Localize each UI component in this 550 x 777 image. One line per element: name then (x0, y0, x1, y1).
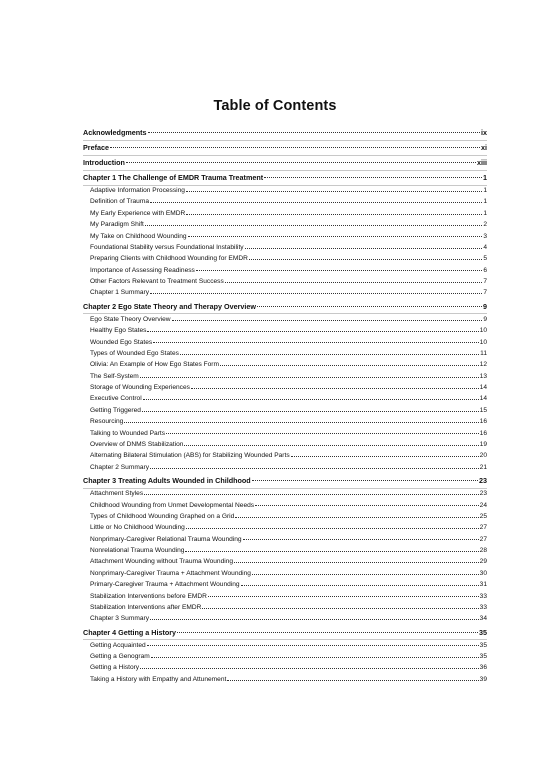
dot-leader (124, 422, 478, 423)
toc-page-number: 35 (479, 641, 487, 649)
toc-section-entry[interactable] (83, 208, 487, 219)
toc-page-number: 3 (483, 232, 487, 240)
toc-section-entry[interactable] (83, 462, 487, 473)
dot-leader (264, 177, 482, 178)
dot-leader (291, 456, 479, 457)
dot-leader (252, 480, 478, 481)
toc-page-number: 25 (479, 512, 487, 520)
toc-chapter-entry[interactable] (83, 625, 487, 640)
toc-entry-label: Nonprimary-Caregiver Relational Trauma Wounding (90, 535, 242, 543)
toc-page-number: 29 (479, 558, 487, 566)
toc-entry-label: Overview of DNMS Stabilization (90, 441, 184, 449)
toc-section-entry[interactable] (83, 360, 487, 371)
dot-leader (255, 505, 479, 506)
dot-leader (180, 354, 479, 355)
toc-page-number: 33 (479, 592, 487, 600)
page-title: Table of Contents (213, 98, 337, 114)
toc-entry-label: My Take on Childhood Wounding (90, 232, 187, 240)
dot-leader (208, 596, 479, 597)
toc-section-entry[interactable] (83, 326, 487, 337)
dot-leader (196, 270, 483, 271)
toc-page-number: 1 (483, 209, 487, 217)
dot-leader (243, 539, 479, 540)
dot-leader (225, 282, 483, 283)
toc-section-entry[interactable] (83, 663, 487, 674)
dot-leader (143, 399, 479, 400)
toc-entry-label: My Early Experience with EMDR (90, 209, 186, 217)
toc-page-number: 6 (483, 266, 487, 274)
toc-entry-label: Introduction (83, 158, 125, 168)
toc-entry-label: Other Factors Relevant to Treatment Success (90, 278, 224, 286)
dot-leader (188, 236, 483, 237)
dot-leader (252, 574, 479, 575)
dot-leader (140, 377, 479, 378)
toc-page-number: 5 (483, 255, 487, 263)
toc-entry-label: Preface (83, 143, 109, 153)
toc-page-number: 16 (479, 429, 487, 437)
toc-page-number: ix (481, 128, 487, 138)
toc-section-entry[interactable] (83, 231, 487, 242)
toc-page-number: 33 (479, 604, 487, 612)
toc-page-number: 35 (479, 627, 487, 637)
toc-page-number: 1 (483, 173, 487, 183)
dot-leader (234, 562, 479, 563)
toc-entry-label: Executive Control (90, 395, 142, 403)
toc-entry-label: My Paradigm Shift (90, 221, 144, 229)
toc-section-entry[interactable] (83, 534, 487, 545)
toc-page-number: 35 (479, 653, 487, 661)
dot-leader (257, 306, 482, 307)
toc-section-entry[interactable] (83, 674, 487, 685)
toc-page-number: 31 (479, 581, 487, 589)
toc-chapter-entry[interactable] (83, 474, 487, 489)
toc-page-number: 1 (483, 186, 487, 194)
toc-front-matter-entry[interactable] (83, 126, 487, 141)
toc-section-entry[interactable] (83, 512, 487, 523)
dot-leader (126, 162, 476, 163)
toc-chapter-entry[interactable] (83, 171, 487, 186)
toc-page-number: 15 (479, 406, 487, 414)
toc-entry-label: Little or No Childhood Wounding (90, 524, 185, 532)
toc-entry-label: Adaptive Information Processing (90, 186, 185, 194)
toc-page-number: 10 (479, 338, 487, 346)
dot-leader (145, 225, 482, 226)
toc-page-number: 27 (479, 524, 487, 532)
toc-entry-label: Storage of Wounding Experiences (90, 384, 190, 392)
dot-leader (150, 293, 482, 294)
toc-entry-label: Olivia: An Example of How Ego States Form (90, 361, 219, 369)
toc-entry-label: Resourcing (90, 418, 124, 426)
toc-entry-label: Talking to Wounded Parts (90, 429, 166, 437)
dot-leader (150, 468, 479, 469)
dot-leader (142, 411, 479, 412)
toc-page-number: 30 (479, 569, 487, 577)
toc-section-entry[interactable] (83, 523, 487, 534)
toc-entry-label: Alternating Bilateral Stimulation (ABS) for Stabilizing Wounded Parts (90, 452, 290, 460)
dot-leader (184, 445, 478, 446)
toc-section-entry[interactable] (83, 394, 487, 405)
toc-entry-label: Attachment Styles (90, 490, 144, 498)
toc-page-number: 12 (479, 361, 487, 369)
toc-page-number: 10 (479, 327, 487, 335)
dot-leader (249, 259, 482, 260)
toc-page-number: 36 (479, 664, 487, 672)
toc-entry-label: Primary-Caregiver Trauma + Attachment Wounding (90, 581, 240, 589)
toc-section-entry[interactable] (83, 591, 487, 602)
toc-section-entry[interactable] (83, 383, 487, 394)
toc-section-entry[interactable] (83, 614, 487, 625)
toc-page-number: 24 (479, 501, 487, 509)
toc-entry-label: Chapter 1 The Challenge of EMDR Trauma Treatment (83, 173, 264, 183)
toc-section-entry[interactable] (83, 440, 487, 451)
dot-leader (202, 608, 478, 609)
dot-leader (227, 680, 478, 681)
toc-page-number: 20 (479, 452, 487, 460)
toc-entry-label: Nonprimary-Caregiver Trauma + Attachment Wounding (90, 569, 251, 577)
toc-section-entry[interactable] (83, 640, 487, 651)
toc-entry-label: Getting a Genogram (90, 653, 150, 661)
toc-entry-label: Foundational Stability versus Foundational Instability (90, 243, 244, 251)
dot-leader (166, 433, 479, 434)
dot-leader (185, 551, 478, 552)
table-of-contents (83, 126, 487, 686)
toc-section-entry[interactable] (83, 265, 487, 276)
toc-section-entry[interactable] (83, 186, 487, 197)
toc-section-entry[interactable] (83, 349, 487, 360)
toc-page-number: 14 (479, 395, 487, 403)
toc-section-entry[interactable] (83, 220, 487, 231)
toc-entry-label: Chapter 3 Treating Adults Wounded in Childhood (83, 476, 251, 486)
toc-section-entry[interactable] (83, 254, 487, 265)
dot-leader (245, 248, 483, 249)
dot-leader (153, 342, 478, 343)
toc-page-number: 9 (483, 315, 487, 323)
toc-entry-label: Healthy Ego States (90, 327, 147, 335)
toc-section-entry[interactable] (83, 428, 487, 439)
toc-section-entry[interactable] (83, 451, 487, 462)
toc-page-number: 2 (483, 221, 487, 229)
toc-page-number: 23 (479, 490, 487, 498)
toc-section-entry[interactable] (83, 277, 487, 288)
dot-leader (191, 388, 479, 389)
toc-section-entry[interactable] (83, 243, 487, 254)
toc-section-entry[interactable] (83, 337, 487, 348)
dot-leader (150, 202, 482, 203)
dot-leader (150, 619, 479, 620)
dot-leader (186, 528, 479, 529)
toc-entry-label: Nonrelational Trauma Wounding (90, 547, 185, 555)
toc-entry-label: Ego State Theory Overview (90, 315, 171, 323)
toc-section-entry[interactable] (83, 557, 487, 568)
toc-page-number: 27 (479, 535, 487, 543)
toc-entry-label: Definition of Trauma (90, 198, 150, 206)
toc-page-number: 4 (483, 243, 487, 251)
toc-entry-label: Types of Wounded Ego States (90, 349, 179, 357)
toc-entry-label: Getting Acquainted (90, 641, 146, 649)
toc-chapter-entry[interactable] (83, 299, 487, 314)
toc-page-number: xi (481, 143, 487, 153)
toc-entry-label: Chapter 4 Getting a History (83, 627, 177, 637)
toc-page-number: 1 (483, 198, 487, 206)
toc-section-entry[interactable] (83, 546, 487, 557)
dot-leader (144, 494, 479, 495)
toc-entry-label: Childhood Wounding from Unmet Developmental Needs (90, 501, 255, 509)
toc-front-matter-entry[interactable] (83, 141, 487, 156)
toc-entry-label: Attachment Wounding without Trauma Wounding (90, 558, 234, 566)
toc-entry-label: The Self-System (90, 372, 139, 380)
toc-section-entry[interactable] (83, 603, 487, 614)
toc-page-number: 11 (480, 349, 487, 357)
toc-front-matter-entry[interactable] (83, 156, 487, 171)
dot-leader (220, 365, 479, 366)
dot-leader (147, 331, 478, 332)
toc-page-number: 23 (479, 476, 487, 486)
toc-page-number: 21 (479, 463, 487, 471)
toc-page-number: 9 (483, 301, 487, 311)
toc-section-entry[interactable] (83, 405, 487, 416)
toc-entry-label: Acknowledgments (83, 128, 147, 138)
dot-leader (172, 320, 483, 321)
toc-section-entry[interactable] (83, 580, 487, 591)
toc-entry-label: Chapter 2 Ego State Theory and Therapy Overview (83, 301, 256, 311)
toc-entry-label: Stabilization Interventions after EMDR (90, 604, 202, 612)
toc-section-entry[interactable] (83, 568, 487, 579)
toc-section-entry[interactable] (83, 489, 487, 500)
dot-leader (186, 191, 482, 192)
toc-page-number: 39 (479, 675, 487, 683)
toc-entry-label: Stabilization Interventions before EMDR (90, 592, 207, 600)
toc-section-entry[interactable] (83, 500, 487, 511)
toc-section-entry[interactable] (83, 417, 487, 428)
dot-leader (241, 585, 479, 586)
dot-leader (147, 645, 479, 646)
toc-page-number: 34 (479, 615, 487, 623)
toc-section-entry[interactable] (83, 652, 487, 663)
toc-entry-label: Taking a History with Empathy and Attunement (90, 675, 227, 683)
toc-entry-label: Chapter 3 Summary (90, 615, 149, 623)
toc-section-entry[interactable] (83, 371, 487, 382)
toc-page-number: 7 (483, 289, 487, 297)
toc-entry-label: Importance of Assessing Readiness (90, 266, 195, 274)
toc-page-number: 28 (479, 547, 487, 555)
toc-section-entry[interactable] (83, 314, 487, 325)
dot-leader (186, 214, 482, 215)
toc-entry-label: Chapter 1 Summary (90, 289, 149, 297)
toc-entry-label: Getting a History (90, 664, 140, 672)
toc-page-number: xiii (477, 158, 487, 168)
toc-section-entry[interactable] (83, 288, 487, 299)
dot-leader (235, 517, 478, 518)
toc-section-entry[interactable] (83, 197, 487, 208)
toc-page-number: 14 (479, 384, 487, 392)
toc-entry-label: Types of Childhood Wounding Graphed on a Grid (90, 512, 235, 520)
toc-page-number: 7 (483, 278, 487, 286)
toc-entry-label: Wounded Ego States (90, 338, 153, 346)
toc-page-number: 16 (479, 418, 487, 426)
toc-entry-label: Getting Triggered (90, 406, 141, 414)
toc-page-number: 19 (479, 441, 487, 449)
dot-leader (177, 632, 478, 633)
toc-entry-label: Preparing Clients with Childhood Wounding for EMDR (90, 255, 248, 263)
dot-leader (151, 657, 479, 658)
toc-entry-label: Chapter 2 Summary (90, 463, 149, 471)
dot-leader (148, 132, 480, 133)
dot-leader (110, 147, 480, 148)
toc-page-number: 13 (479, 372, 487, 380)
dot-leader (140, 668, 479, 669)
